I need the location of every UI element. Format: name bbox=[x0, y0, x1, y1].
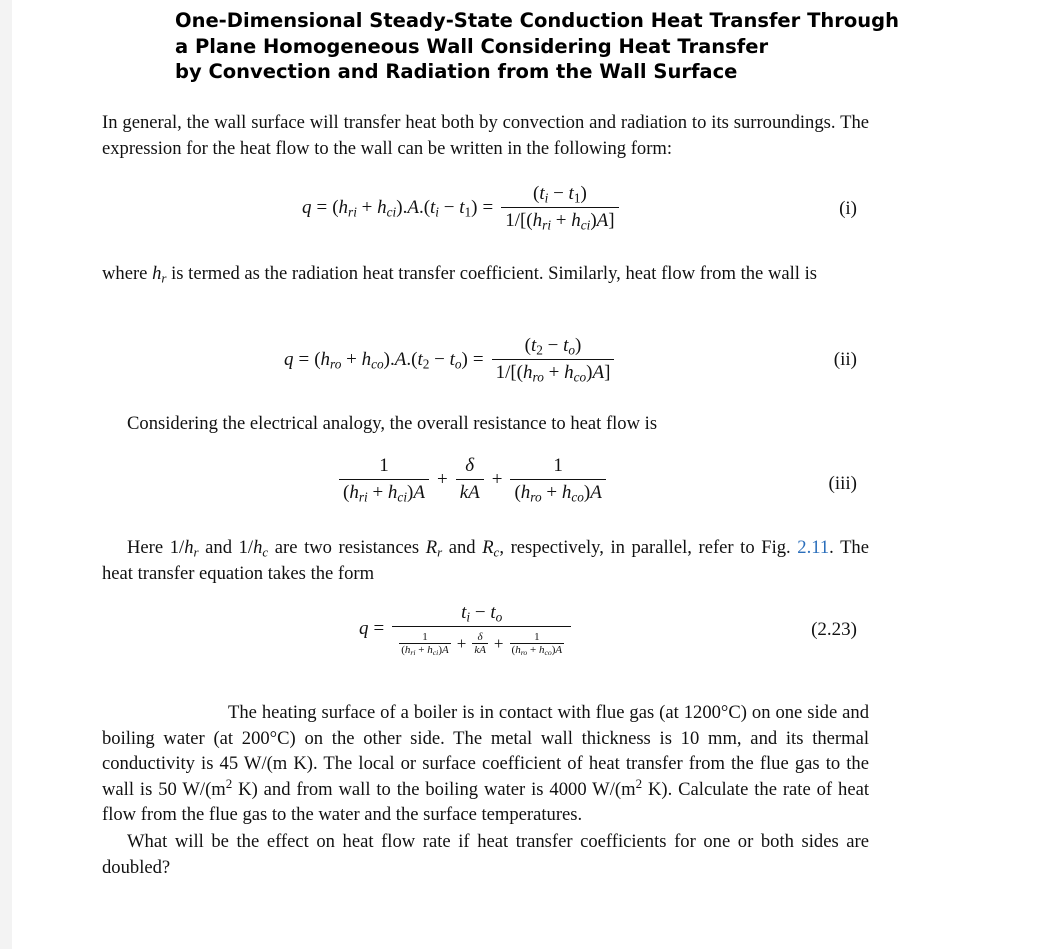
equation-2-23: q = $t_i - t_o$ $\frac{1}{(h_{ri} + h_{ci})A}$ + $\frac{\delta}{kA}$ + $\frac{1}{(h_{ro} + h_{co})A}$ bbox=[359, 602, 574, 656]
equation-iii: $\frac{1}{(h_{ri} + h_{ci})A}$ + $\frac{\delta}{kA}$ + $\frac{1}{(h_{ro} + h_{co})A}$ bbox=[336, 455, 609, 504]
equation-i: q = $(h_{ri} + h_{ci}).A.(t_i - t_1)$ = $\frac{(t_i - t_1)}{1/[(h_{ri} + h_{ci})A]}$ bbox=[302, 183, 622, 232]
here-text-3: are two resistances bbox=[268, 537, 426, 558]
where-text-1: where bbox=[102, 263, 153, 284]
equation-number-2-23: (2.23) bbox=[811, 619, 857, 640]
section-heading bbox=[175, 8, 899, 85]
here-paragraph: Here $1/h_r$ and $1/h_c$ are two resistances $R_r$ and $R_c$, respectively, in parallel, refer to Fig. 2.11. The heat transfer equation takes the form bbox=[102, 537, 869, 584]
equation-number-ii: (ii) bbox=[833, 349, 857, 370]
here-text-4: and bbox=[442, 537, 483, 558]
analogy-paragraph: Considering the electrical analogy, the overall resistance to heat flow is bbox=[127, 413, 658, 434]
intro-paragraph: In general, the wall surface will transfer heat both by convection and radiation to its surroundings. The expression for the heat flow to the wall can be written in the following form: bbox=[102, 112, 869, 159]
heading-line-2: a Plane Homogeneous Wall Considering Heat Transfer bbox=[175, 34, 769, 58]
equation-number-i: (i) bbox=[839, 198, 857, 219]
here-text-1: Here 1/ bbox=[127, 537, 185, 558]
where-paragraph: where $h_r$ is termed as the radiation heat transfer coefficient. Similarly, heat flow from the wall is bbox=[102, 263, 818, 286]
problem-text-3: K). Calculate the rate of heat flow from the flue gas to the water and the surface temperatures. bbox=[102, 778, 869, 825]
problem-text-1: The heating surface of a boiler is in contact with flue gas (at 1200°C) on one side and boiling water (at 200°C) on the other side. The metal wall thickness is 10 mm, and its thermal conductivity is 45 W/(m K). The local or surface coefficient of heat transfer from the flue gas to the wall is 50 W/(m bbox=[102, 702, 869, 800]
heading-line-3: by Convection and Radiation from the Wall Surface bbox=[175, 60, 738, 83]
here-text-6: . The heat transfer equation takes the form bbox=[102, 537, 869, 584]
here-text-2: and 1/ bbox=[198, 537, 254, 558]
problem-paragraph bbox=[102, 700, 869, 828]
equation-number-iii: (iii) bbox=[828, 473, 857, 494]
here-text-5: , respectively, in parallel, refer to Fig. bbox=[499, 537, 798, 558]
problem-sup-1: 2 bbox=[225, 775, 233, 791]
equation-ii: q = $(h_{ro} + h_{co}).A.(t_2 - t_o)$ = $\frac{(t_2 - t_o)}{1/[(h_{ro} + h_{co})A]}$ bbox=[284, 335, 617, 384]
where-text-2: is termed as the radiation heat transfer coefficient. Similarly, heat flow from the wall is bbox=[166, 263, 818, 284]
question-paragraph: What will be the effect on heat flow rate if heat transfer coefficients for one or both sides are doubled? bbox=[102, 831, 869, 878]
problem-sup-2: 2 bbox=[635, 775, 643, 791]
problem-text-2: K) and from wall to the boiling water is 4000 W/(m bbox=[232, 778, 636, 800]
page bbox=[12, 0, 1047, 949]
heading-line-1: One-Dimensional Steady-State Conduction Heat Transfer Through bbox=[175, 9, 899, 32]
figure-link[interactable]: 2.11 bbox=[797, 537, 830, 558]
